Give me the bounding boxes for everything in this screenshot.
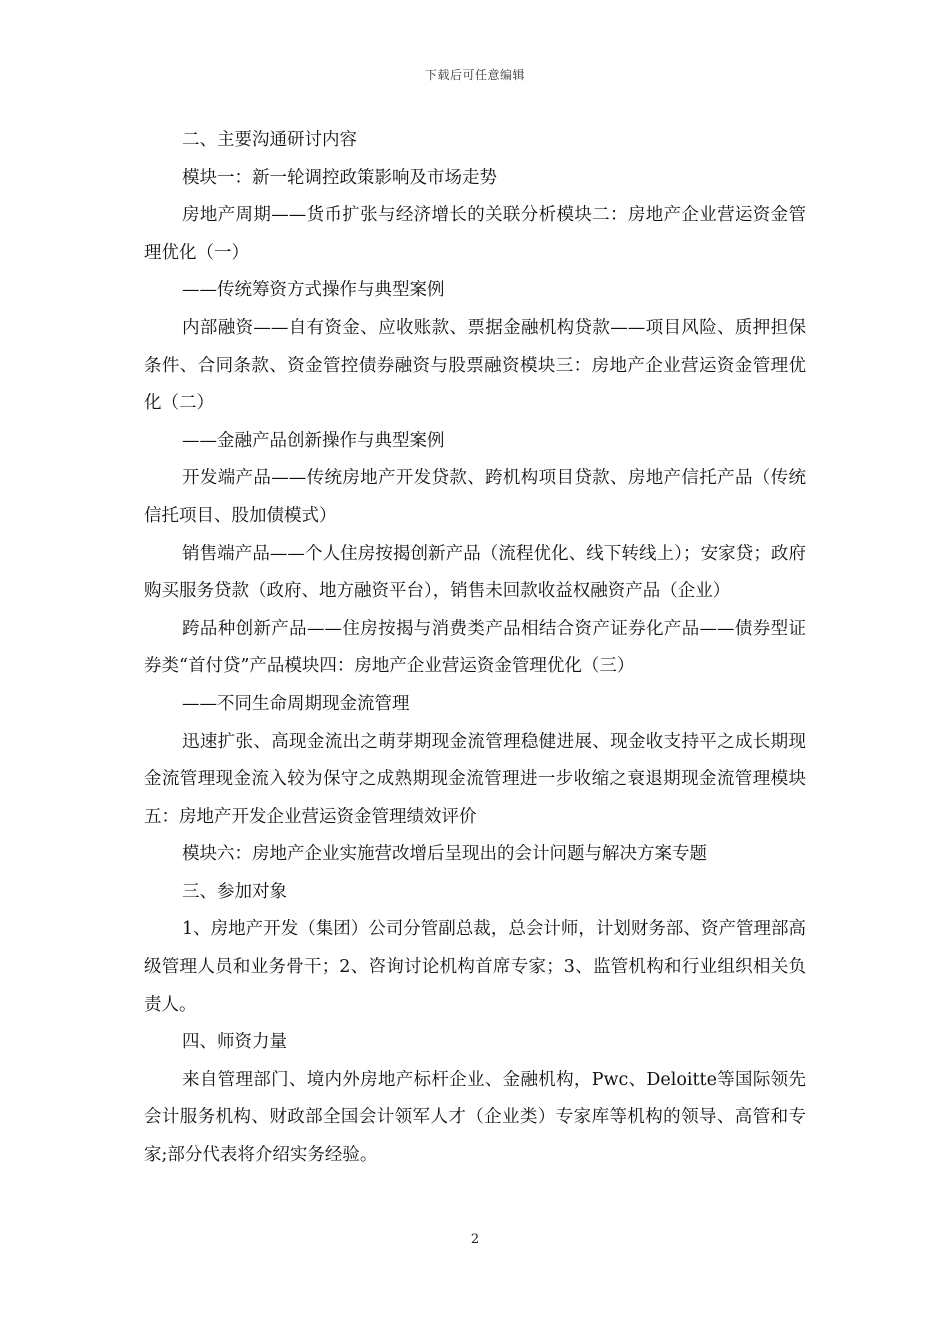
paragraph: 房地产周期——货币扩张与经济增长的关联分析模块二：房地产企业营运资金管理优化（一） [144,205,806,263]
section-heading: 二、主要沟通研讨内容 [182,130,357,150]
document-body [144,122,806,1175]
paragraph: 跨品种创新产品——住房按揭与消费类产品相结合资产证券化产品——债券型证券类“首付贷”产品模块四：房地产企业营运资金管理优化（三） [144,618,806,677]
section-heading: 三、参加对象 [182,881,287,902]
paragraph: 模块一：新一轮调控政策影响及市场走势 [182,167,497,188]
paragraph: ——不同生命周期现金流管理 [182,693,410,714]
page-number: 2 [470,1232,480,1247]
page-header: 下载后可任意编辑 [424,68,525,82]
paragraph: 开发端产品——传统房地产开发贷款、跨机构项目贷款、房地产信托产品（传统信托项目、股加债模式） [144,468,806,526]
paragraph: 内部融资——自有资金、应收账款、票据金融机构贷款——项目风险、质押担保条件、合同条款、资金管控债券融资与股票融资模块三：房地产企业营运资金管理优化（二） [144,317,806,414]
paragraph: 模块六：房地产企业实施营改增后呈现出的会计问题与解决方案专题 [182,844,707,865]
paragraph: 来自管理部门、境内外房地产标杆企业、金融机构，Pwc、Deloitte等国际领先会计服务机构、财政部全国会计领军人才（企业类）专家库等机构的领导、高管和专家;部分代表将介绍实务经验。 [144,1069,806,1166]
paragraph: ——金融产品创新操作与典型案例 [182,430,445,451]
section-heading: 四、师资力量 [182,1032,287,1053]
paragraph: ——传统筹资方式操作与典型案例 [182,280,445,301]
paragraph: 销售端产品——个人住房按揭创新产品（流程优化、线下转线上）；安家贷；政府购买服务贷款（政府、地方融资平台），销售未回款收益权融资产品（企业） [144,543,806,602]
paragraph: 迅速扩张、高现金流出之萌芽期现金流管理稳健进展、现金收支持平之成长期现金流管理现金流入较为保守之成熟期现金流管理进一步收缩之衰退期现金流管理模块五：房地产开发企业营运资金管理绩效评价 [144,731,806,827]
paragraph: 1、房地产开发（集团）公司分管副总裁，总会计师，计划财务部、资产管理部高级管理人员和业务骨干；2、咨询讨论机构首席专家；3、监管机构和行业组织相关负责人。 [144,919,806,1015]
